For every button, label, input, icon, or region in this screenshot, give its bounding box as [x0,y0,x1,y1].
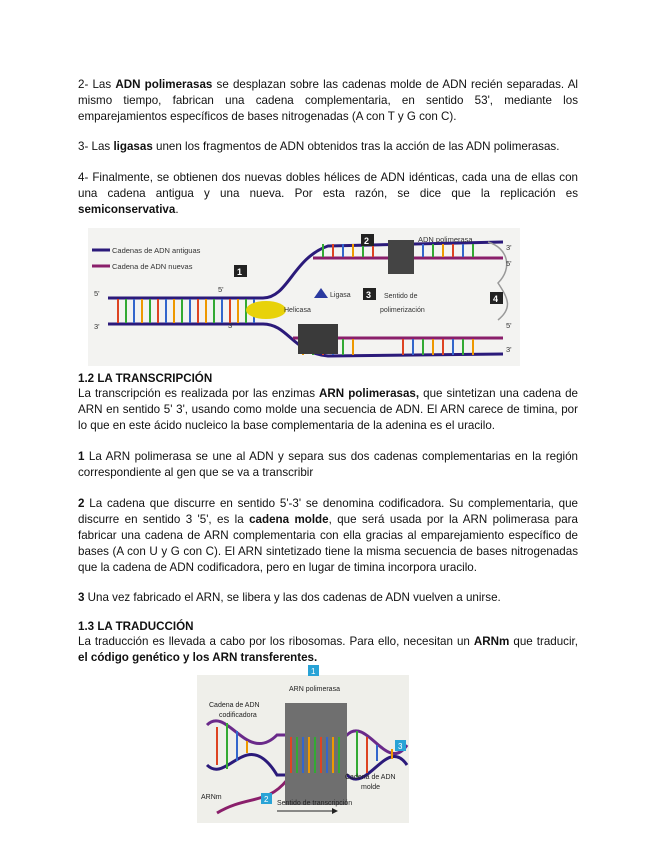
section-title: 1.3 LA TRADUCCIÓN [78,620,194,633]
molde-label: molde [361,784,381,791]
replication-figure [88,228,520,366]
codificadora-label: Cadena de ADN [209,702,260,709]
label-2-text: 2 [364,236,370,246]
section-transcripcion [78,371,578,434]
arn-polimerasa-label: ARN polimerasa [289,686,340,693]
molde-label: Cadena de ADN [345,774,396,781]
end-label: 3' [506,345,512,354]
text: que traducir, [509,635,578,648]
end-label: 3' [228,321,234,330]
legend-old-label: Cadenas de ADN antiguas [112,246,201,255]
transcription-diagram [197,665,409,823]
adn-polimerasa-lower [298,324,338,354]
end-label: 3' [506,243,512,252]
paragraph-adn-polimerasas [78,77,578,125]
replication-diagram [88,228,520,366]
end-label: 5' [506,321,512,330]
text: unen los fragmentos de ADN obtenidos tras la acción de las ADN polimerasas. [152,140,560,153]
paragraph-semiconservativa [78,170,578,218]
sentido-transcripcion-label: Sentido de transcripción [277,800,353,807]
section-title: 1.2 LA TRANSCRIPCIÓN [78,372,213,385]
bold-term: ARNm [473,635,510,648]
bold-term: ADN polimerasas [115,78,213,91]
label-3-text: 3 [366,290,372,300]
text: se desplazan sobre las cadenas molde de ADN recién separadas. Al mismo tiempo, fabrican una cadena complementaria, en sentido 53', mediante los emparejamientos específicos de bases nitrogenadas (A con T y G con C). [78,78,578,123]
text: . [175,203,179,216]
helicasa-label: Helicasa [284,307,311,314]
section-traduccion [78,619,578,666]
end-label: 5' [218,285,224,294]
codificadora-label: codificadora [219,712,257,719]
text: Una vez fabricado el ARN, se libera y las dos cadenas de ADN vuelven a unirse. [84,591,501,604]
label-1-text: 1 [237,267,243,277]
bold-term: el código genético y los ARN transferentes. [78,651,318,664]
helicasa-shape [246,301,286,319]
text: 3- Las [78,140,114,153]
end-label: 5' [94,289,100,298]
bold-term: semiconservativa [78,203,176,216]
adn-polimerasa-label: ADN polimerasa [418,235,473,244]
end-label: 3' [94,322,100,331]
text: que sintetizan una cadena de ARN en sentido 5' 3', usando como molde una secuencia de ADN. El ARN carece de timina, por lo que en este ácido nucleico la base complementaria de la adenina es el uracilo. [78,387,578,432]
label-4-text: 4 [493,294,499,304]
transcription-figure [197,665,409,823]
text: 4- Finalmente, se obtienen dos nuevas dobles hélices de ADN idénticas, cada una de ellas con una cadena antigua y una nueva. Por esta razón, se dice que la replicación es [78,171,578,200]
step-3 [78,590,578,606]
label-3-text: 3 [398,742,403,751]
label-1-text: 1 [311,667,316,676]
ligasa-label: Ligasa [330,292,351,299]
step-number: 3 [78,591,85,604]
step-number: 1 [78,450,85,463]
adn-polimerasa-upper [388,240,414,274]
arnm-label: ARNm [201,794,222,801]
bold-term: ARN polimerasas, [319,387,420,400]
paragraph-ligasas [78,139,578,155]
legend-new-label: Cadena de ADN nuevas [112,262,193,271]
step-2 [78,496,578,576]
text: 2- Las [78,78,116,91]
bold-term: ligasas [113,140,153,153]
label-2-text: 2 [264,795,269,804]
step-1 [78,449,578,481]
text: La ARN polimerasa se une al ADN y separa sus dos cadenas complementarias en la región correspondiente al gen que se va a transcribir [78,450,578,479]
text: La traducción es llevada a cabo por los ribosomas. Para ello, necesitan un [78,635,474,648]
end-label: 5' [506,259,512,268]
text: La cadena que discurre en sentido 5'-3' se denomina codificadora. Su complementaria, que discurre en sentido 3 '5', es la [78,497,578,526]
step-number: 2 [78,497,85,510]
polimerizacion-label: polimerización [380,307,425,314]
text: La transcripción es realizada por las enzimas [78,387,320,400]
bold-term: cadena molde [249,513,329,526]
text: , que será usada por la ARN polimerasa para fabricar una cadena de ARN complementaria con ella gracias al emparejamiento específico de bases (A con U y G con C). El ARN sintetizado tiene la misma secuencia de bases nitrogenadas que la cadena de ADN codificadora, pero en lugar de timina incorpora uracilo. [78,513,578,574]
sentido-label: Sentido de [384,293,418,300]
